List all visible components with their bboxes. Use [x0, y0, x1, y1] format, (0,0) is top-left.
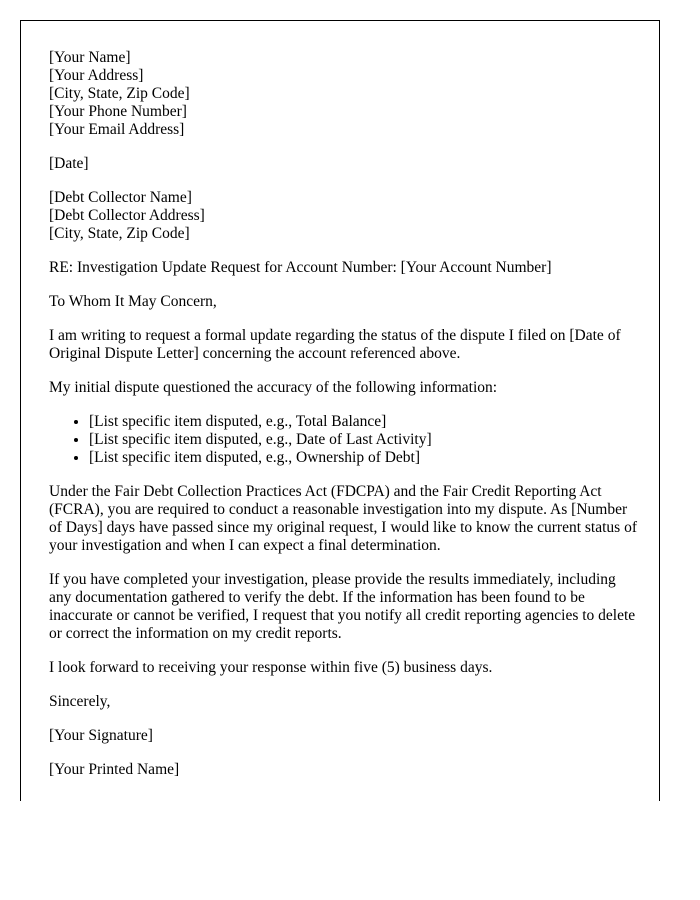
- recipient-address: [Debt Collector Address]: [49, 207, 205, 224]
- sender-email: [Your Email Address]: [49, 121, 185, 138]
- printed-name-line: [Your Printed Name]: [49, 761, 180, 778]
- recipient-name: [Debt Collector Name]: [49, 189, 192, 206]
- paragraph-results-request: If you have completed your investigation, please provide the results immediately, including any documentation gathered to verify the debt. If the information has been found to be inaccurate or cannot be verified, I request that you notify all credit reporting agencies to delete or correct the information on my credit reports.: [49, 571, 636, 642]
- list-item: • [List specific item disputed, e.g., Total Balance]: [89, 413, 641, 431]
- sender-phone: [Your Phone Number]: [49, 103, 187, 120]
- list-item: • [List specific item disputed, e.g., Ownership of Debt]: [89, 449, 641, 467]
- disputed-items-list: [49, 413, 641, 467]
- sender-block: [49, 49, 641, 139]
- sender-city-state-zip: [City, State, Zip Code]: [49, 85, 190, 102]
- salutation: To Whom It May Concern,: [49, 293, 217, 310]
- letter-body: [49, 49, 641, 795]
- paragraph-request: I am writing to request a formal update regarding the status of the dispute I filed on [Date of Original Dispute Letter] concerning the account referenced above.: [49, 327, 621, 362]
- sender-address: [Your Address]: [49, 67, 144, 84]
- closing: Sincerely,: [49, 693, 111, 710]
- sender-name: [Your Name]: [49, 49, 131, 66]
- paragraph-response-deadline: I look forward to receiving your response within five (5) business days.: [49, 659, 493, 676]
- date-line: [Date]: [49, 155, 89, 172]
- recipient-city-state-zip: [City, State, Zip Code]: [49, 225, 190, 242]
- signature-line: [Your Signature]: [49, 727, 153, 744]
- letter-page: [20, 20, 660, 801]
- paragraph-initial-dispute: My initial dispute questioned the accuracy of the following information:: [49, 379, 498, 396]
- paragraph-legal-basis: Under the Fair Debt Collection Practices Act (FDCPA) and the Fair Credit Reporting Act (FCRA), you are required to conduct a reasonable investigation into my dispute. As [Number of Days] days have passed since my original request, I would like to know the current status of your investigation and when I can expect a final determination.: [49, 483, 637, 554]
- list-item: • [List specific item disputed, e.g., Date of Last Activity]: [89, 431, 641, 449]
- subject-line: RE: Investigation Update Request for Account Number: [Your Account Number]: [49, 259, 552, 276]
- recipient-block: [49, 189, 641, 243]
